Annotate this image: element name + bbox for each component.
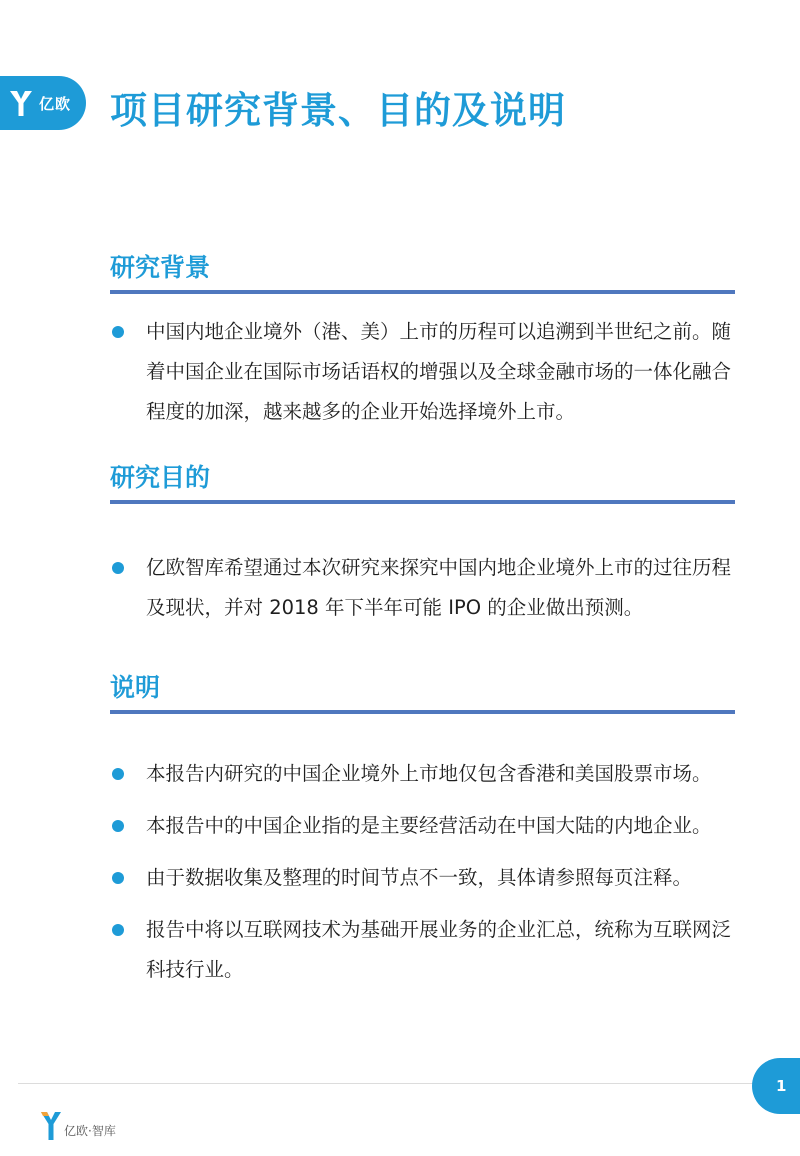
footer-logo bbox=[40, 1108, 116, 1142]
bullet-item: 报告中将以互联网技术为基础开展业务的企业汇总，统称为互联网泛科技行业。 bbox=[110, 910, 735, 990]
background-bullet-list bbox=[110, 312, 735, 432]
yiou-zhiku-logo-icon bbox=[40, 1108, 62, 1142]
bullet-item: 本报告内研究的中国企业境外上市地仅包含香港和美国股票市场。 bbox=[110, 754, 735, 794]
page-number: 1 bbox=[752, 1058, 800, 1114]
notes-bullet-list bbox=[110, 754, 735, 990]
page-title: 项目研究背景、目的及说明 bbox=[110, 89, 566, 132]
section-notes bbox=[110, 668, 735, 990]
section-heading-background: 研究背景 bbox=[110, 248, 735, 294]
header-logo-text: 亿欧 bbox=[39, 94, 72, 113]
bullet-item: 本报告中的中国企业指的是主要经营活动在中国大陆的内地企业。 bbox=[110, 806, 735, 846]
purpose-bullet-list bbox=[110, 548, 735, 628]
bullet-item: 由于数据收集及整理的时间节点不一致，具体请参照每页注释。 bbox=[110, 858, 735, 898]
yiou-logo-icon bbox=[8, 88, 34, 118]
section-heading-purpose: 研究目的 bbox=[110, 458, 735, 504]
footer-logo-text: 亿欧·智库 bbox=[64, 1124, 116, 1138]
bullet-item: 中国内地企业境外（港、美）上市的历程可以追溯到半世纪之前。随着中国企业在国际市场话语权的增强以及全球金融市场的一体化融合程度的加深，越来越多的企业开始选择境外上市。 bbox=[110, 312, 735, 432]
section-purpose bbox=[110, 458, 735, 628]
footer-divider bbox=[18, 1083, 800, 1084]
header-logo bbox=[0, 76, 86, 130]
section-heading-notes: 说明 bbox=[110, 668, 735, 714]
section-background bbox=[110, 248, 735, 432]
bullet-item: 亿欧智库希望通过本次研究来探究中国内地企业境外上市的过往历程及现状，并对 2018 年下半年可能 IPO 的企业做出预测。 bbox=[110, 548, 735, 628]
